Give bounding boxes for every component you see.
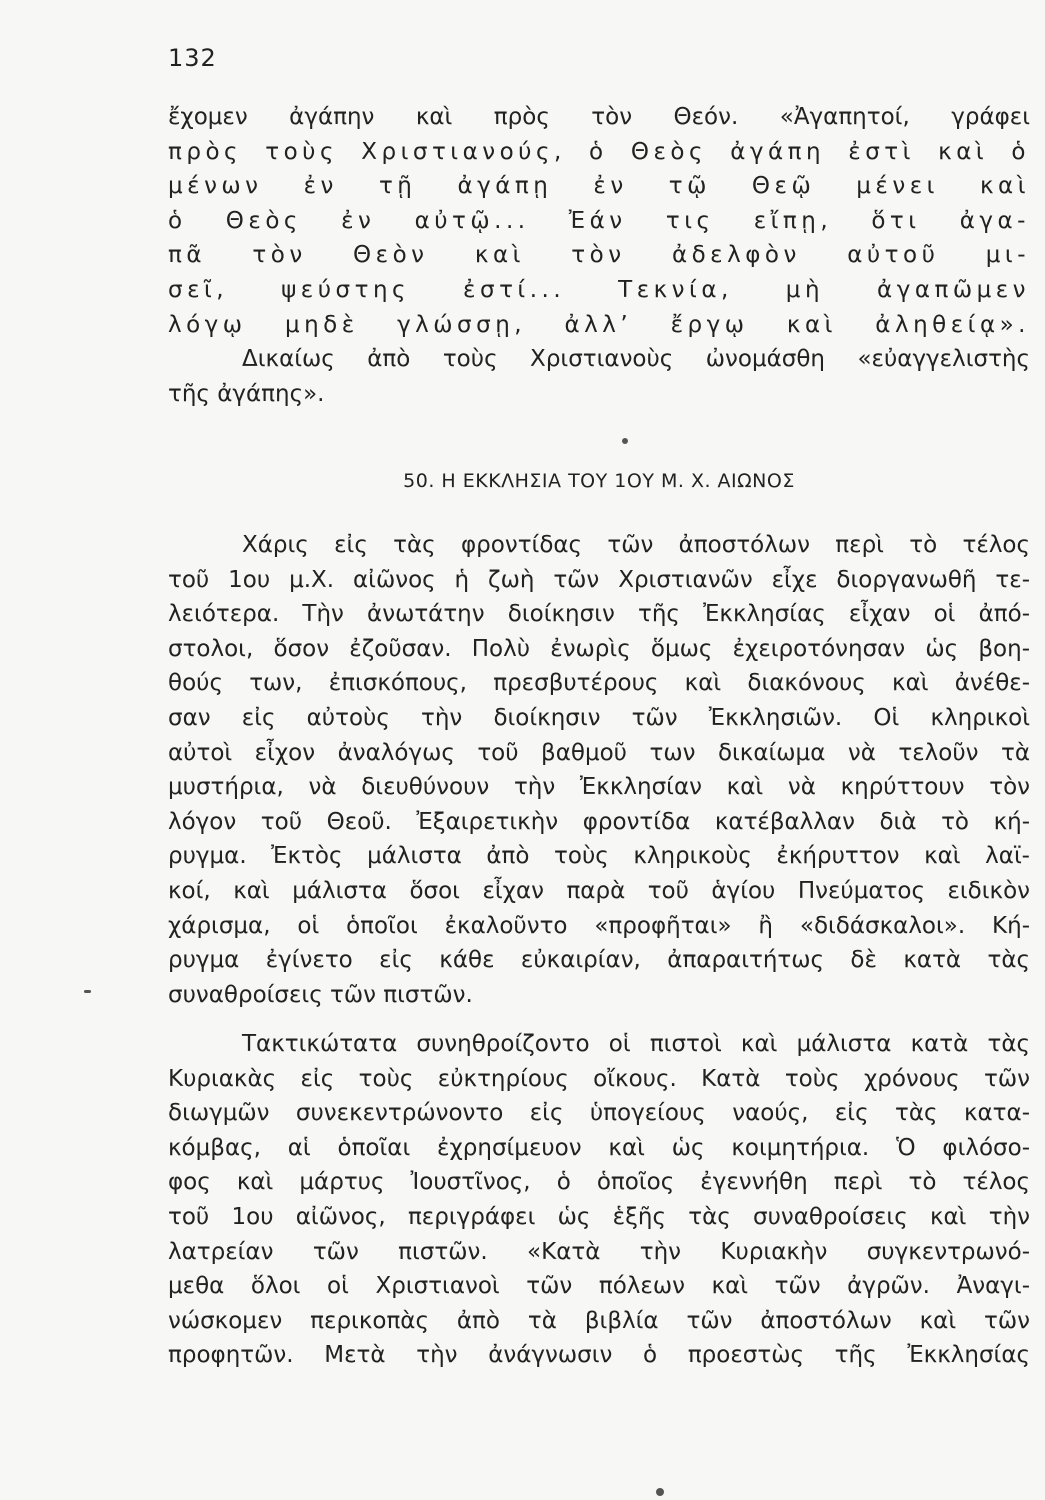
text-line: λόγον τοῦ Θεοῦ. Ἐξαιρετικὴν φροντίδα κατέβαλλαν διὰ τὸ κή- [168,808,1030,835]
text-line: λόγῳ μηδὲ γλώσσῃ, ἀλλ’ ἔργῳ καὶ ἀληθείᾳ». [168,311,1030,338]
text-line: τοῦ 1ου μ.Χ. αἰῶνος ἡ ζωὴ τῶν Χριστιανῶν εἶχε διοργανωθῆ τε- [168,566,1030,593]
print-speck [622,438,628,444]
text-line: προφητῶν. Μετὰ τὴν ἀνάγνωσιν ὁ προεστὼς τῆς Ἐκκλησίας [168,1342,1030,1369]
text-line: Χάρις εἰς τὰς φροντίδας τῶν ἀποστόλων περὶ τὸ τέλος [242,532,1030,558]
text-line: νώσκομεν περικοπὰς ἀπὸ τὰ βιβλία τῶν ἀποστόλων καὶ τῶν [168,1307,1030,1334]
text-line: λατρείαν τῶν πιστῶν. «Κατὰ τὴν Κυριακὴν συγκεντρωνό- [168,1238,1030,1265]
text-line: μυστήρια, νὰ διευθύνουν τὴν Ἐκκλησίαν καὶ νὰ κηρύττουν τὸν [168,774,1030,801]
text-line: σαν εἰς αὐτοὺς τὴν διοίκησιν τῶν Ἐκκλησιῶν. Οἱ κληρικοὶ [168,704,1030,731]
text-line: κοί, καὶ μάλιστα ὅσοι εἶχαν παρὰ τοῦ ἁγίου Πνεύματος ειδικὸν [168,877,1030,904]
text-line: τοῦ 1ου αἰῶνος, περιγράφει ὡς ἑξῆς τὰς συναθροίσεις καὶ τὴν [168,1203,1030,1230]
text-line: στολοι, ὅσον ἐζοῦσαν. Πολὺ ἐνωρὶς ὅμως ἐχειροτόνησαν ὡς βοη- [168,635,1030,662]
print-speck [84,990,91,993]
text-line: ρυγμα ἐγίνετο εἰς κάθε εὐκαιρίαν, ἀπαραιτήτως δὲ κατὰ τὰς [168,947,1030,974]
text-line: σεῖ, ψεύστης ἐστί... Τεκνία, μὴ ἀγαπῶμεν [168,276,1030,303]
text-line: ρυγμα. Ἐκτὸς μάλιστα ἀπὸ τοὺς κληρικοὺς ἐκήρυττον καὶ λαϊ- [168,843,1030,870]
text-line: τῆς ἀγάπης». [168,380,325,407]
text-line: λειότερα. Τὴν ἀνωτάτην διοίκησιν τῆς Ἐκκλησίας εἶχαν οἱ ἀπό- [168,601,1030,628]
text-line: συναθροίσεις τῶν πιστῶν. [168,981,473,1008]
text-line: Δικαίως ἀπὸ τοὺς Χριστιανοὺς ὠνομάσθη «εὐαγγελιστὴς [242,346,1030,373]
text-line: αὐτοὶ εἶχον ἀναλόγως τοῦ βαθμοῦ των δικαίωμα νὰ τελοῦν τὰ [168,739,1030,766]
text-line: Τακτικώτατα συνηθροίζοντο οἱ πιστοὶ καὶ μάλιστα κατὰ τὰς [242,1031,1030,1057]
text-line: φος καὶ μάρτυς Ἰουστῖνος, ὁ ὁποῖος ἐγεννήθη περὶ τὸ τέλος [168,1169,1030,1196]
print-speck [656,1488,664,1496]
opening-paragraphs [168,100,1030,411]
text-line: θούς των, ἐπισκόπους, πρεσβυτέρους καὶ διακόνους καὶ ἀνέθε- [168,670,1030,697]
text-line: κόμβας, αἱ ὁποῖαι ἐχρησίμευον καὶ ὡς κοιμητήρια. Ὁ φιλόσο- [168,1134,1030,1161]
text-line: μένων ἐν τῇ ἀγάπῃ ἐν τῷ Θεῷ μένει καὶ [168,173,1030,200]
page-number: 132 [168,44,217,72]
church-organization-paragraph [168,528,1030,1012]
text-line: ἔχομεν ἀγάπην καὶ πρὸς τὸν Θεόν. «Ἀγαπητοί, γράφει [168,104,1030,130]
text-line: χάρισμα, οἱ ὁποῖοι ἐκαλοῦντο «προφῆται» ἢ «διδάσκαλοι». Κή- [168,912,1030,939]
text-line: ὁ Θεὸς ἐν αὐτῷ... Ἐάν τις εἴπῃ, ὅτι ἀγα- [168,207,1030,234]
text-line: διωγμῶν συνεκεντρώνοντο εἰς ὑπογείους ναούς, εἰς τὰς κατα- [168,1100,1030,1127]
worship-paragraph [168,1027,1030,1373]
text-line: πρὸς τοὺς Χριστιανούς, ὁ Θεὸς ἀγάπη ἐστὶ καὶ ὁ [168,138,1030,165]
text-line: Κυριακὰς εἰς τοὺς εὐκτηρίους οἴκους. Κατὰ τοὺς χρόνους τῶν [168,1065,1030,1092]
text-line: πᾶ τὸν Θεὸν καὶ τὸν ἀδελφὸν αὐτοῦ μι- [168,242,1030,269]
section-heading: 50. Η ΕΚΚΛΗΣΙΑ ΤΟΥ 1ΟΥ Μ. Χ. ΑΙΩΝΟΣ [403,470,795,492]
text-line: μεθα ὅλοι οἱ Χριστιανοὶ τῶν πόλεων καὶ τῶν ἀγρῶν. Ἀναγι- [168,1273,1030,1300]
